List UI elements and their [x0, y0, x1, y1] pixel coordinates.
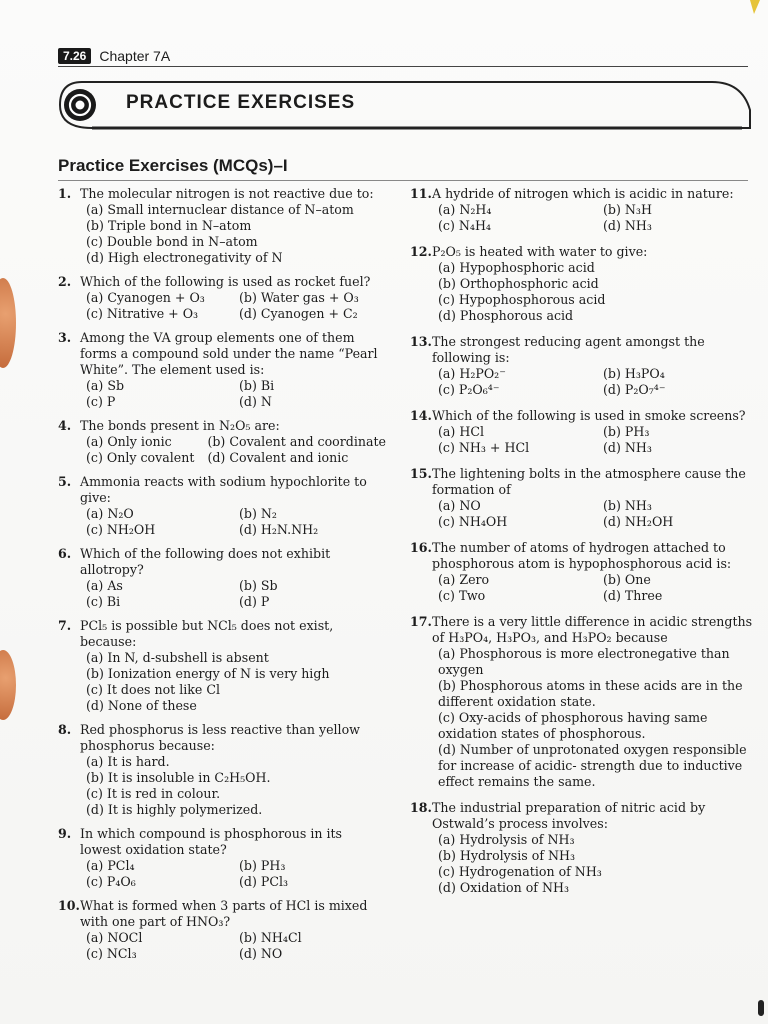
answer-option: (c) Nitrative + O₃: [86, 306, 199, 321]
question: [58, 618, 386, 714]
corner-mark-bottom: [758, 1000, 764, 1016]
answer-options: [432, 424, 762, 456]
answer-option: (a) Phosphorous is more electronegative than oxygen: [438, 646, 730, 677]
answer-option: (b) Triple bond in N–atom: [86, 218, 252, 233]
answer-option: (c) P: [86, 394, 116, 409]
question-text: Ammonia reacts with sodium hypochlorite to give:: [80, 474, 367, 505]
question-number: 13.: [410, 334, 432, 349]
left-column: [58, 186, 386, 970]
question-text: Among the VA group elements one of them forms a compound sold under the name “Pearl White”. The element used is:: [80, 330, 378, 377]
answer-options: [80, 930, 386, 962]
answer-option: (c) NH₄OH: [438, 514, 508, 529]
answer-option: (c) Oxy-acids of phosphorous having same oxidation states of phosphorous.: [438, 710, 708, 741]
answer-options: [432, 498, 762, 530]
answer-option: (d) It is highly polymerized.: [86, 802, 263, 817]
answer-option: (a) In N, d-subshell is absent: [86, 650, 269, 665]
answer-option: (b) N₂: [239, 506, 277, 521]
answer-option: (d) NH₃: [603, 218, 652, 233]
answer-options: [432, 202, 762, 234]
answer-options: [80, 506, 386, 538]
question-number: 12.: [410, 244, 432, 259]
answer-option: (a) PCl₄: [86, 858, 135, 873]
answer-option: (b) N₃H: [603, 202, 652, 217]
answer-option: (d) Phosphorous acid: [438, 308, 574, 323]
answer-option: (a) Zero: [438, 572, 490, 587]
answer-option: (c) N₄H₄: [438, 218, 491, 233]
answer-option: (b) H₃PO₄: [603, 366, 665, 381]
answer-option: (a) Small internuclear distance of N–atom: [86, 202, 354, 217]
question-number: 8.: [58, 722, 72, 737]
answer-option: (a) N₂O: [86, 506, 134, 521]
answer-option: (c) P₄O₆: [86, 874, 136, 889]
question-text: PCl₅ is possible but NCl₅ does not exist, because:: [80, 618, 334, 649]
answer-option: (a) NOCl: [86, 930, 143, 945]
answer-option: (c) Hydrogenation of NH₃: [438, 864, 602, 879]
question-text: Red phosphorus is less reactive than yellow phosphorus because:: [80, 722, 360, 753]
answer-option: (a) NO: [438, 498, 481, 513]
question-text: A hydride of nitrogen which is acidic in nature:: [432, 186, 734, 201]
answer-option: (c) Two: [438, 588, 486, 603]
question: [58, 546, 386, 610]
question: [410, 466, 762, 530]
question: [58, 274, 386, 322]
question-text: What is formed when 3 parts of HCl is mixed with one part of HNO₃?: [80, 898, 368, 929]
answer-option: (d) NH₃: [603, 440, 652, 455]
question-number: 16.: [410, 540, 432, 555]
question: [58, 898, 386, 962]
answer-option: (c) It is red in colour.: [86, 786, 221, 801]
question: [410, 540, 762, 604]
answer-option: (d) Oxidation of NH₃: [438, 880, 569, 895]
answer-options: [80, 202, 386, 266]
question-number: 18.: [410, 800, 432, 815]
answer-options: [432, 832, 762, 896]
question-number: 5.: [58, 474, 72, 489]
answer-options: [432, 366, 762, 398]
finger-edge-bottom: [0, 650, 16, 720]
question-text: The lightening bolts in the atmosphere cause the formation of: [432, 466, 746, 497]
answer-option: (a) Only ionic: [86, 434, 172, 449]
question: [58, 722, 386, 818]
question: [58, 418, 386, 466]
question-number: 10.: [58, 898, 80, 913]
answer-options: [80, 290, 386, 322]
answer-option: (b) Sb: [239, 578, 278, 593]
running-header: [58, 48, 170, 64]
answer-option: (a) Cyanogen + O₃: [86, 290, 205, 305]
answer-option: (b) Orthophosphoric acid: [438, 276, 599, 291]
answer-option: (b) One: [603, 572, 651, 587]
section-title: Practice Exercises (MCQs)–I: [58, 156, 288, 175]
answer-option: (d) N: [239, 394, 272, 409]
answer-options: [432, 572, 762, 604]
question-number: 15.: [410, 466, 432, 481]
answer-options: [80, 578, 386, 610]
question-text: Which of the following is used in smoke screens?: [432, 408, 746, 423]
question: [410, 334, 762, 398]
question-number: 17.: [410, 614, 432, 629]
answer-option: (a) Hypophosphoric acid: [438, 260, 595, 275]
banner-title: PRACTICE EXERCISES: [126, 92, 356, 113]
answer-option: (d) None of these: [86, 698, 197, 713]
answer-option: (a) It is hard.: [86, 754, 170, 769]
question-number: 11.: [410, 186, 432, 201]
answer-option: (b) NH₄Cl: [239, 930, 302, 945]
answer-option: (c) P₂O₆⁴⁻: [438, 382, 500, 397]
answer-option: (b) PH₃: [239, 858, 286, 873]
answer-option: (d) Three: [603, 588, 663, 603]
answer-option: (d) Number of unprotonated oxygen responsible for increase of acidic- strength due to inductive effect remains the same.: [438, 742, 747, 789]
answer-option: (d) High electronegativity of N: [86, 250, 283, 265]
answer-option: (c) Hypophosphorous acid: [438, 292, 606, 307]
answer-options: [432, 260, 762, 324]
corner-mark: [750, 0, 760, 14]
answer-option: (b) NH₃: [603, 498, 652, 513]
answer-options: [80, 754, 386, 818]
answer-option: (b) Water gas + O₃: [239, 290, 359, 305]
question-text: Which of the following is used as rocket fuel?: [80, 274, 371, 289]
answer-options: [432, 646, 762, 790]
question-number: 9.: [58, 826, 72, 841]
answer-options: [80, 650, 386, 714]
section-rule: [58, 180, 748, 181]
answer-option: (a) HCl: [438, 424, 484, 439]
answer-option: (d) Covalent and ionic: [207, 450, 349, 465]
answer-option: (b) Ionization energy of N is very high: [86, 666, 330, 681]
answer-option: (a) Sb: [86, 378, 125, 393]
question-number: 1.: [58, 186, 72, 201]
question-number: 14.: [410, 408, 432, 423]
answer-option: (c) Only covalent: [86, 450, 195, 465]
question: [410, 800, 762, 896]
answer-option: (a) H₂PO₂⁻: [438, 366, 506, 381]
answer-option: (b) It is insoluble in C₂H₅OH.: [86, 770, 271, 785]
answer-option: (c) It does not like Cl: [86, 682, 221, 697]
question-number: 2.: [58, 274, 72, 289]
question-text: Which of the following does not exhibit allotropy?: [80, 546, 331, 577]
answer-option: (c) NH₃ + HCl: [438, 440, 530, 455]
chapter-label: Chapter 7A: [99, 48, 171, 64]
question-text: The bonds present in N₂O₅ are:: [80, 418, 280, 433]
answer-option: (a) As: [86, 578, 123, 593]
answer-option: (b) Covalent and coordinate: [207, 434, 386, 449]
answer-option: (c) NCl₃: [86, 946, 137, 961]
question-text: The molecular nitrogen is not reactive due to:: [80, 186, 374, 201]
question-text: The industrial preparation of nitric acid by Ostwald’s process involves:: [432, 800, 706, 831]
right-column: [410, 186, 762, 906]
answer-option: (b) Phosphorous atoms in these acids are in the different oxidation state.: [438, 678, 743, 709]
question-number: 3.: [58, 330, 72, 345]
question-text: The number of atoms of hydrogen attached to phosphorous atom is hypophosphorous acid is:: [432, 540, 732, 571]
answer-option: (d) P: [239, 594, 270, 609]
question: [410, 186, 762, 234]
answer-option: (a) Hydrolysis of NH₃: [438, 832, 575, 847]
question: [410, 244, 762, 324]
question-number: 6.: [58, 546, 72, 561]
question: [410, 614, 762, 790]
question-number: 4.: [58, 418, 72, 433]
answer-option: (c) Double bond in N–atom: [86, 234, 258, 249]
answer-option: (d) Cyanogen + C₂: [239, 306, 358, 321]
question-text: The strongest reducing agent amongst the following is:: [432, 334, 705, 365]
answer-options: [80, 858, 386, 890]
answer-option: (a) N₂H₄: [438, 202, 492, 217]
answer-option: (d) PCl₃: [239, 874, 289, 889]
answer-option: (b) PH₃: [603, 424, 650, 439]
finger-edge-top: [0, 278, 16, 368]
question: [58, 330, 386, 410]
answer-options: [80, 434, 386, 466]
question-text: There is a very little difference in acidic strengths of H₃PO₄, H₃PO₃, and H₃PO₂ because: [432, 614, 753, 645]
question: [58, 826, 386, 890]
answer-option: (b) Bi: [239, 378, 275, 393]
question: [58, 186, 386, 266]
answer-option: (c) Bi: [86, 594, 121, 609]
answer-option: (d) NH₂OH: [603, 514, 674, 529]
answer-options: [80, 378, 386, 410]
question-text: In which compound is phosphorous in its lowest oxidation state?: [80, 826, 343, 857]
question-text: P₂O₅ is heated with water to give:: [432, 244, 648, 259]
header-rule: [58, 66, 748, 67]
answer-option: (c) NH₂OH: [86, 522, 156, 537]
answer-option: (b) Hydrolysis of NH₃: [438, 848, 576, 863]
question: [410, 408, 762, 456]
question: [58, 474, 386, 538]
question-number: 7.: [58, 618, 72, 633]
answer-option: (d) NO: [239, 946, 283, 961]
page-number: 7.26: [58, 48, 91, 64]
answer-option: (d) P₂O₇⁴⁻: [603, 382, 666, 397]
answer-option: (d) H₂N.NH₂: [239, 522, 319, 537]
